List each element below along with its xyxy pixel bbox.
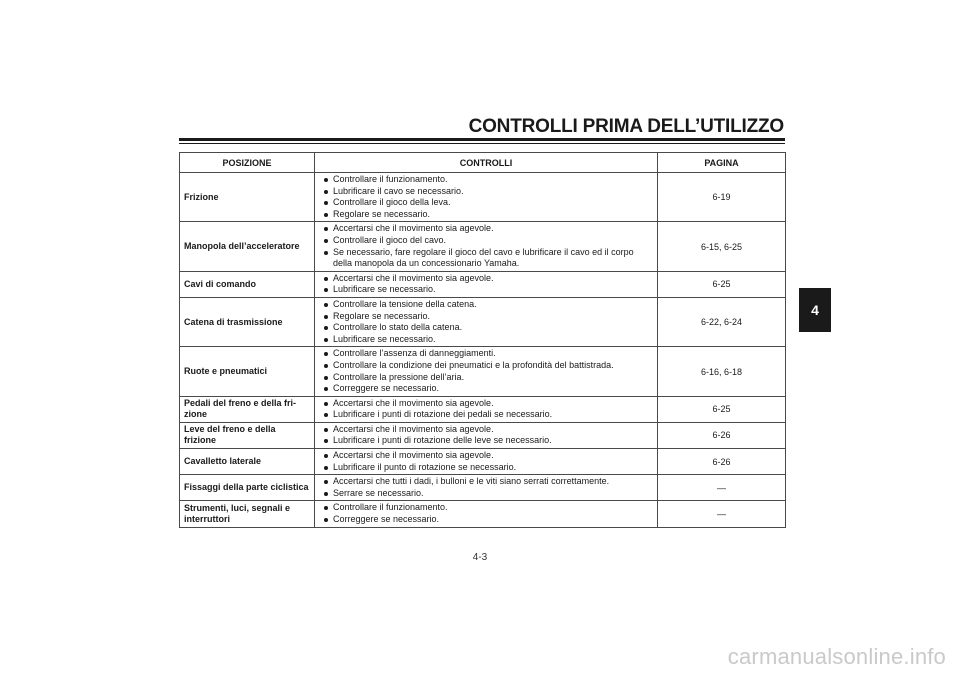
- list-item: Controllare lo stato della catena.: [323, 322, 654, 334]
- row-page: 6-25: [658, 271, 786, 297]
- list-item: Controllare il gioco del cavo.: [323, 235, 654, 247]
- header-controls: CONTROLLI: [315, 153, 658, 173]
- row-position: Catena di trasmissione: [180, 297, 315, 346]
- row-controls: [315, 422, 658, 448]
- row-page: 6-22, 6-24: [658, 297, 786, 346]
- row-controls: [315, 297, 658, 346]
- row-page: —: [658, 501, 786, 527]
- row-page: 6-15, 6-25: [658, 222, 786, 271]
- controls-list: [323, 424, 654, 447]
- table-row: [180, 347, 786, 396]
- list-item: Lubrificare se necessario.: [323, 284, 654, 296]
- page-title: CONTROLLI PRIMA DELL’UTILIZZO: [468, 116, 784, 137]
- controls-list: [323, 174, 654, 220]
- row-controls: [315, 501, 658, 527]
- list-item: Accertarsi che il movimento sia agevole.: [323, 424, 654, 436]
- list-item: Controllare il gioco della leva.: [323, 197, 654, 209]
- row-page: 6-25: [658, 396, 786, 422]
- list-item: Accertarsi che tutti i dadi, i bulloni e le viti siano serrati correttamente.: [323, 476, 654, 488]
- controls-list: [323, 450, 654, 473]
- row-position: Leve del freno e della frizione: [180, 422, 315, 448]
- row-position: Ruote e pneumatici: [180, 347, 315, 396]
- row-position: Cavi di comando: [180, 271, 315, 297]
- list-item: Lubrificare il punto di rotazione se necessario.: [323, 462, 654, 474]
- table-row: [180, 396, 786, 422]
- row-controls: [315, 475, 658, 501]
- table-header-row: [180, 153, 786, 173]
- row-page: —: [658, 475, 786, 501]
- row-page: 6-19: [658, 173, 786, 222]
- table-row: [180, 422, 786, 448]
- controls-list: [323, 273, 654, 296]
- list-item: Lubrificare i punti di rotazione delle leve se necessario.: [323, 435, 654, 447]
- list-item: Accertarsi che il movimento sia agevole.: [323, 398, 654, 410]
- row-controls: [315, 271, 658, 297]
- table-row: [180, 222, 786, 271]
- list-item: Controllare la pressione dell’aria.: [323, 372, 654, 384]
- row-position: Manopola dell’acceleratore: [180, 222, 315, 271]
- table-row: [180, 501, 786, 527]
- row-position: Fissaggi della parte ciclistica: [180, 475, 315, 501]
- header-position: POSIZIONE: [180, 153, 315, 173]
- controls-list: [323, 348, 654, 394]
- list-item: Controllare la tensione della catena.: [323, 299, 654, 311]
- list-item: Serrare se necessario.: [323, 488, 654, 500]
- list-item: Controllare l’assenza di danneggiamenti.: [323, 348, 654, 360]
- table-row: [180, 475, 786, 501]
- row-controls: [315, 173, 658, 222]
- list-item: Lubrificare se necessario.: [323, 334, 654, 346]
- watermark: carmanualsonline.info: [727, 644, 946, 669]
- list-item: Controllare il funzionamento.: [323, 502, 654, 514]
- row-position: Strumenti, luci, segnali e interruttori: [180, 501, 315, 527]
- controls-list: [323, 476, 654, 499]
- row-controls: [315, 396, 658, 422]
- table-row: [180, 173, 786, 222]
- checks-table: [179, 152, 786, 528]
- controls-list: [323, 299, 654, 345]
- row-page: 6-26: [658, 449, 786, 475]
- list-item: Correggere se necessario.: [323, 514, 654, 526]
- controls-list: [323, 502, 654, 525]
- list-item: Lubrificare i punti di rotazione dei pedali se necessario.: [323, 409, 654, 421]
- list-item: Accertarsi che il movimento sia agevole.: [323, 450, 654, 462]
- row-page: 6-26: [658, 422, 786, 448]
- row-controls: [315, 347, 658, 396]
- table-row: [180, 297, 786, 346]
- row-page: 6-16, 6-18: [658, 347, 786, 396]
- row-position: Cavalletto laterale: [180, 449, 315, 475]
- row-controls: [315, 449, 658, 475]
- list-item: Lubrificare il cavo se necessario.: [323, 186, 654, 198]
- table-row: [180, 449, 786, 475]
- row-position: Frizione: [180, 173, 315, 222]
- chapter-tab: 4: [799, 288, 831, 332]
- controls-list: [323, 398, 654, 421]
- page-number: 4-3: [472, 552, 488, 563]
- header-rule-thin: [179, 143, 785, 144]
- list-item: Regolare se necessario.: [323, 209, 654, 221]
- controls-list: [323, 223, 654, 269]
- list-item: Correggere se necessario.: [323, 383, 654, 395]
- row-position: Pedali del freno e della fri-zione: [180, 396, 315, 422]
- list-item: Se necessario, fare regolare il gioco del cavo e lubrificare il cavo ed il corpo della manopola da un concessionario Yamaha.: [323, 247, 654, 270]
- row-controls: [315, 222, 658, 271]
- list-item: Regolare se necessario.: [323, 311, 654, 323]
- header-rule-thick: [179, 138, 785, 141]
- list-item: Controllare il funzionamento.: [323, 174, 654, 186]
- list-item: Accertarsi che il movimento sia agevole.: [323, 273, 654, 285]
- header-page: PAGINA: [658, 153, 786, 173]
- list-item: Accertarsi che il movimento sia agevole.: [323, 223, 654, 235]
- table-row: [180, 271, 786, 297]
- list-item: Controllare la condizione dei pneumatici e la profondità del battistrada.: [323, 360, 654, 372]
